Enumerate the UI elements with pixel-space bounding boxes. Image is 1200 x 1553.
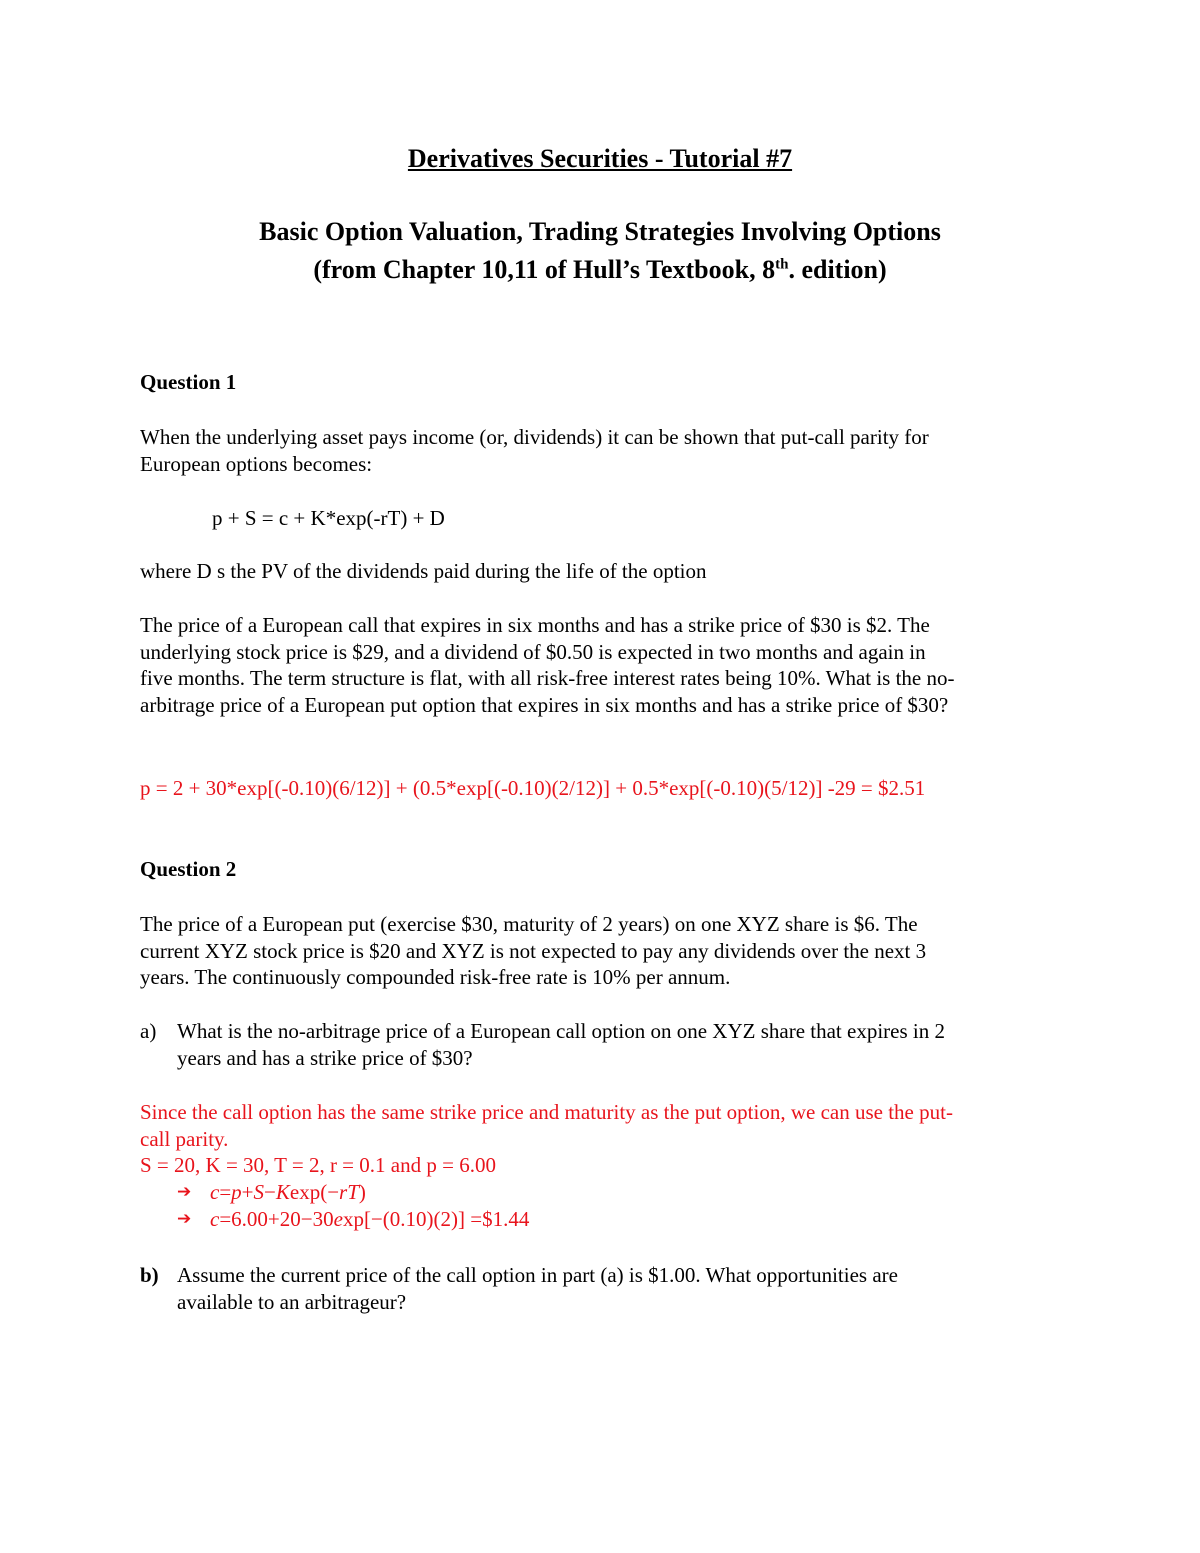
- q2-problem-line3: years. The continuously compounded risk-free rate is 10% per annum.: [140, 965, 731, 989]
- q1-formula: p + S = c + K*exp(-rT) + D: [212, 506, 445, 530]
- equation-1-text: c=p+S−Kexp(−rT): [210, 1180, 366, 1204]
- subtitle-superscript: th: [775, 256, 789, 273]
- q1-intro-line2: European options becomes:: [140, 452, 373, 476]
- q1-problem-line4: arbitrage price of a European put option that expires in six months and has a strike price of $30?: [140, 693, 949, 717]
- part-a-label: a): [140, 1019, 157, 1043]
- part-a-question-line1: What is the no-arbitrage price of a European call option on one XYZ share that expires in 2: [177, 1019, 945, 1043]
- document-title: Derivatives Securities - Tutorial #7: [407, 144, 793, 173]
- part-a-question-line2: years and has a strike price of $30?: [177, 1046, 473, 1070]
- part-b-question-line1: Assume the current price of the call option in part (a) is $1.00. What opportunities are: [177, 1263, 898, 1287]
- q1-intro-line1: When the underlying asset pays income (or, dividends) it can be shown that put-call parity for: [140, 425, 929, 449]
- question-2-heading: Question 2: [140, 857, 237, 881]
- q1-problem-line1: The price of a European call that expires in six months and has a strike price of $30 is $2. The: [140, 613, 930, 637]
- document-subtitle-line2: [0, 257, 1200, 283]
- q1-where-text: where D s the PV of the dividends paid during the life of the option: [140, 559, 707, 583]
- part-b-question-line2: available to an arbitrageur?: [177, 1290, 407, 1314]
- part-a-answer-line1: Since the call option has the same strike price and maturity as the put option, we can use the put-: [140, 1100, 953, 1124]
- question-1-heading: Question 1: [140, 370, 237, 394]
- subtitle-text-end: . edition): [788, 255, 887, 284]
- document-subtitle-line1: Basic Option Valuation, Trading Strategies Involving Options: [259, 217, 941, 246]
- q2-problem-line2: current XYZ stock price is $20 and XYZ is not expected to pay any dividends over the next 3: [140, 939, 927, 963]
- part-b-label: b): [140, 1263, 159, 1287]
- equation-2-text: c=6.00+20−30exp[−(0.10)(2)] =$1.44: [210, 1207, 530, 1231]
- part-a-answer-line3: S = 20, K = 30, T = 2, r = 0.1 and p = 6.00: [140, 1153, 496, 1177]
- q1-problem-line3: five months. The term structure is flat, with all risk-free interest rates being 10%. What is the no-: [140, 666, 955, 690]
- part-a-answer-line2: call parity.: [140, 1127, 229, 1151]
- q1-answer: p = 2 + 30*exp[(-0.10)(6/12)] + (0.5*exp[(-0.10)(2/12)] + 0.5*exp[(-0.10)(5/12)] -29 = $2.51: [140, 776, 926, 800]
- arrow-right-icon: ➔: [177, 1209, 192, 1229]
- arrow-right-icon: ➔: [177, 1182, 192, 1202]
- q1-problem-line2: underlying stock price is $29, and a dividend of $0.50 is expected in two months and again in: [140, 640, 926, 664]
- q2-problem-line1: The price of a European put (exercise $30, maturity of 2 years) on one XYZ share is $6. The: [140, 912, 918, 936]
- subtitle-text: (from Chapter 10,11 of Hull’s Textbook, 8: [313, 255, 776, 284]
